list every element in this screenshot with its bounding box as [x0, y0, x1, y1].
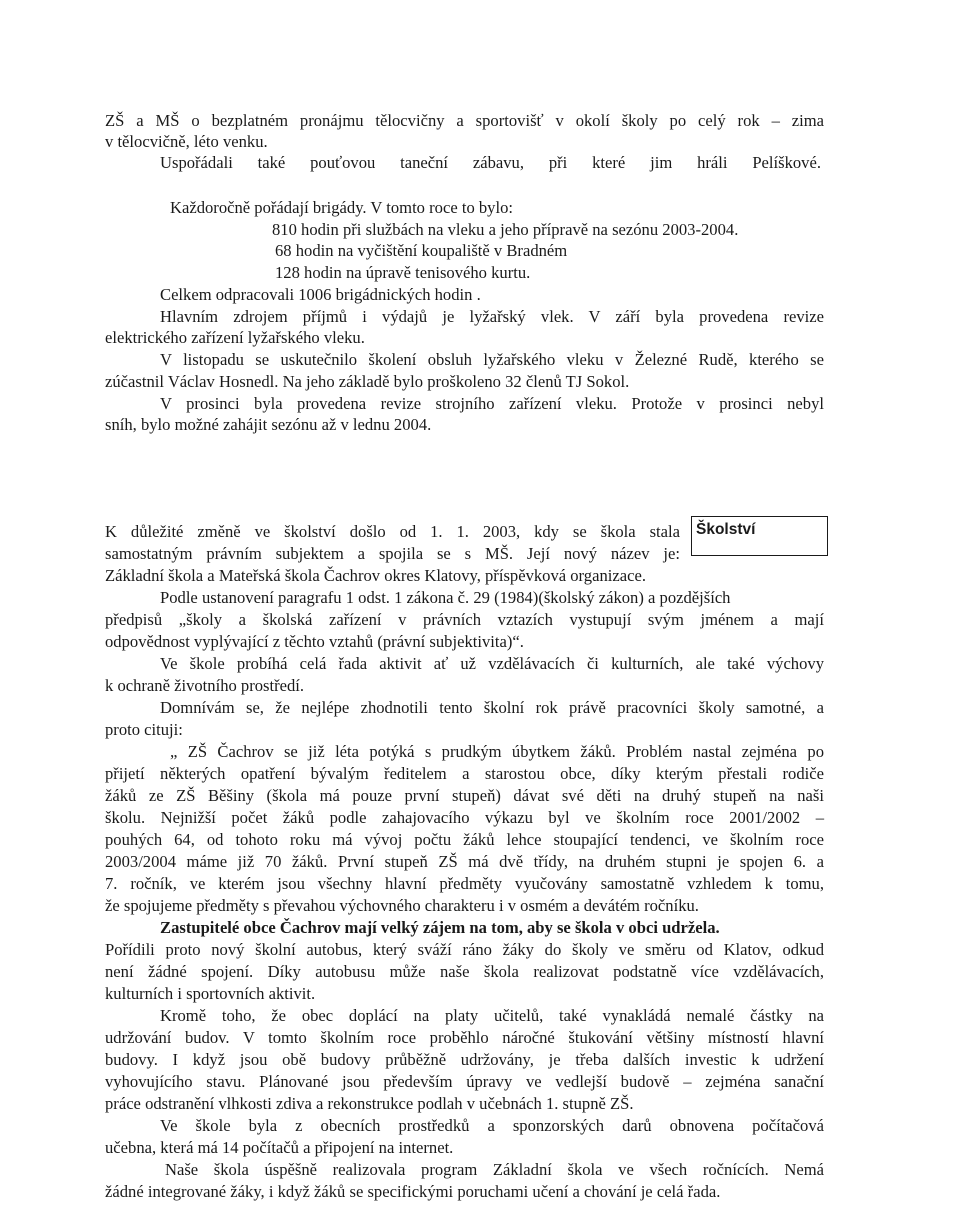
text-line: Ve škole byla z obecních prostředků a sponzorských darů obnovena počítačová	[160, 1116, 824, 1135]
text-line: přijetí některých opatření bývalým ředitelem a starostou obce, díky kterým přestali rodiče	[105, 764, 824, 783]
text-line: k ochraně životního prostředí.	[105, 676, 305, 695]
text-line: žádné integrované žáky, i když žáků se specifickými poruchami učení a chování je celá řada.	[105, 1182, 721, 1201]
bold-line: Zastupitelé obce Čachrov mají velký zájem na tom, aby se škola v obci udržela.	[160, 918, 720, 937]
text-line: Uspořádali také pouťovou taneční zábavu, při které jim hráli Pelíškové.	[160, 153, 821, 172]
text-line: žáků ze ZŠ Běšiny (škola má pouze první stupeň) dávat své děti na druhý stupeň na naši	[105, 786, 824, 805]
text-line: práce odstranění vlhkosti zdiva a rekonstrukce podlah v učebnách 1. stupně ZŠ.	[105, 1094, 634, 1113]
text-line: proto cituji:	[105, 720, 183, 739]
text-line: K důležité změně ve školství došlo od 1. 1. 2003, kdy se škola stala	[105, 522, 680, 541]
text-line: samostatným právním subjektem a spojila se s MŠ. Její nový název je:	[105, 544, 680, 563]
text-line: že spojujeme předměty s převahou výchovného charakteru i v osmém a devátém ročníku.	[105, 896, 699, 915]
text-line: zúčastnil Václav Hosnedl. Na jeho základě bylo proškoleno 32 členů TJ Sokol.	[105, 372, 630, 391]
text-line: sníh, bylo možné zahájit sezónu až v lednu 2004.	[105, 415, 432, 434]
text-line: učebna, která má 14 počítačů a připojení na internet.	[105, 1138, 454, 1157]
text-line: ZŠ a MŠ o bezplatném pronájmu tělocvičny a sportovišť v okolí školy po celý rok – zima	[105, 111, 824, 130]
text-line: Domnívám se, že nejlépe zhodnotili tento školní rok právě pracovníci školy samotné, a	[160, 698, 824, 717]
text-line: V prosinci byla provedena revize strojního zařízení vleku. Protože v prosinci nebyl	[160, 394, 824, 413]
text-line: Podle ustanovení paragrafu 1 odst. 1 zákona č. 29 (1984)(školský zákon) a pozdějších	[160, 588, 731, 607]
text-line: školu. Nejnižší počet žáků podle zahajovacího výkazu byl ve školním roce 2001/2002 –	[105, 808, 824, 827]
text-line: 810 hodin při službách na vleku a jeho přípravě na sezónu 2003-2004.	[272, 220, 739, 239]
text-line: kulturních i sportovních aktivit.	[105, 984, 316, 1003]
text-line: pouhých 64, od tohoto roku má vývoj počtu žáků lehce stoupající tendenci, ve školním roce	[105, 830, 824, 849]
text-line: 2003/2004 máme již 70 žáků. První stupeň ZŠ má dvě třídy, na druhém stupni je spojen 6. a	[105, 852, 824, 871]
text-line: 7. ročník, ve kterém jsou všechny hlavní předměty vyučovány samostatně vzhledem k tomu,	[105, 874, 824, 893]
text-line: v tělocvičně, léto venku.	[105, 132, 268, 151]
text-line: budovy. I když jsou obě budovy průběžně udržovány, je třeba dalších investic k udržení	[105, 1050, 824, 1069]
text-line: Celkem odpracovali 1006 brigádnických hodin .	[160, 285, 481, 304]
text-line: není žádné spojení. Díky autobusu může naše škola realizovat podstatně více vzdělávacích,	[105, 962, 824, 981]
text-line: vyhovujícího stavu. Plánované jsou především úpravy ve vedlejší budově – zejména sanační	[105, 1072, 824, 1091]
text-line: Pořídili proto nový školní autobus, který sváží ráno žáky do školy ve směru od Klatov, odkud	[105, 940, 824, 959]
text-line: Základní škola a Mateřská škola Čachrov okres Klatovy, příspěvková organizace.	[105, 566, 646, 585]
text-line: Ve škole probíhá celá řada aktivit ať už vzdělávacích či kulturních, ale také výchovy	[160, 654, 824, 673]
text-line: Každoročně pořádají brigády. V tomto roce to bylo:	[170, 198, 513, 217]
section-label-box	[691, 516, 828, 556]
text-line: elektrického zařízení lyžařského vleku.	[105, 328, 365, 347]
text-line: Naše škola úspěšně realizovala program Základní škola ve všech ročnících. Nemá	[165, 1160, 824, 1179]
text-line: 128 hodin na úpravě tenisového kurtu.	[275, 263, 531, 282]
text-line: 68 hodin na vyčištění koupaliště v Bradném	[275, 241, 568, 260]
text-line: Kromě toho, že obec doplácí na platy učitelů, také vynakládá nemalé částky na	[160, 1006, 824, 1025]
text-line: předpisů „školy a školská zařízení v právních vztazích vystupují svým jménem a mají	[105, 610, 824, 629]
text-line: Hlavním zdrojem příjmů i výdajů je lyžařský vlek. V září byla provedena revize	[160, 307, 824, 326]
text-line: udržování budov. V tomto školním roce proběhlo náročné štukování většiny místností hlavní	[105, 1028, 824, 1047]
section-label: Školství	[696, 521, 756, 538]
text-line: „ ZŠ Čachrov se již léta potýká s prudkým úbytkem žáků. Problém nastal zejména po	[170, 742, 824, 761]
text-line: odpovědnost vyplývající z těchto vztahů (právní subjektivita)“.	[105, 632, 524, 651]
text-line: V listopadu se uskutečnilo školení obsluh lyžařského vleku v Železné Rudě, kterého se	[160, 350, 824, 369]
